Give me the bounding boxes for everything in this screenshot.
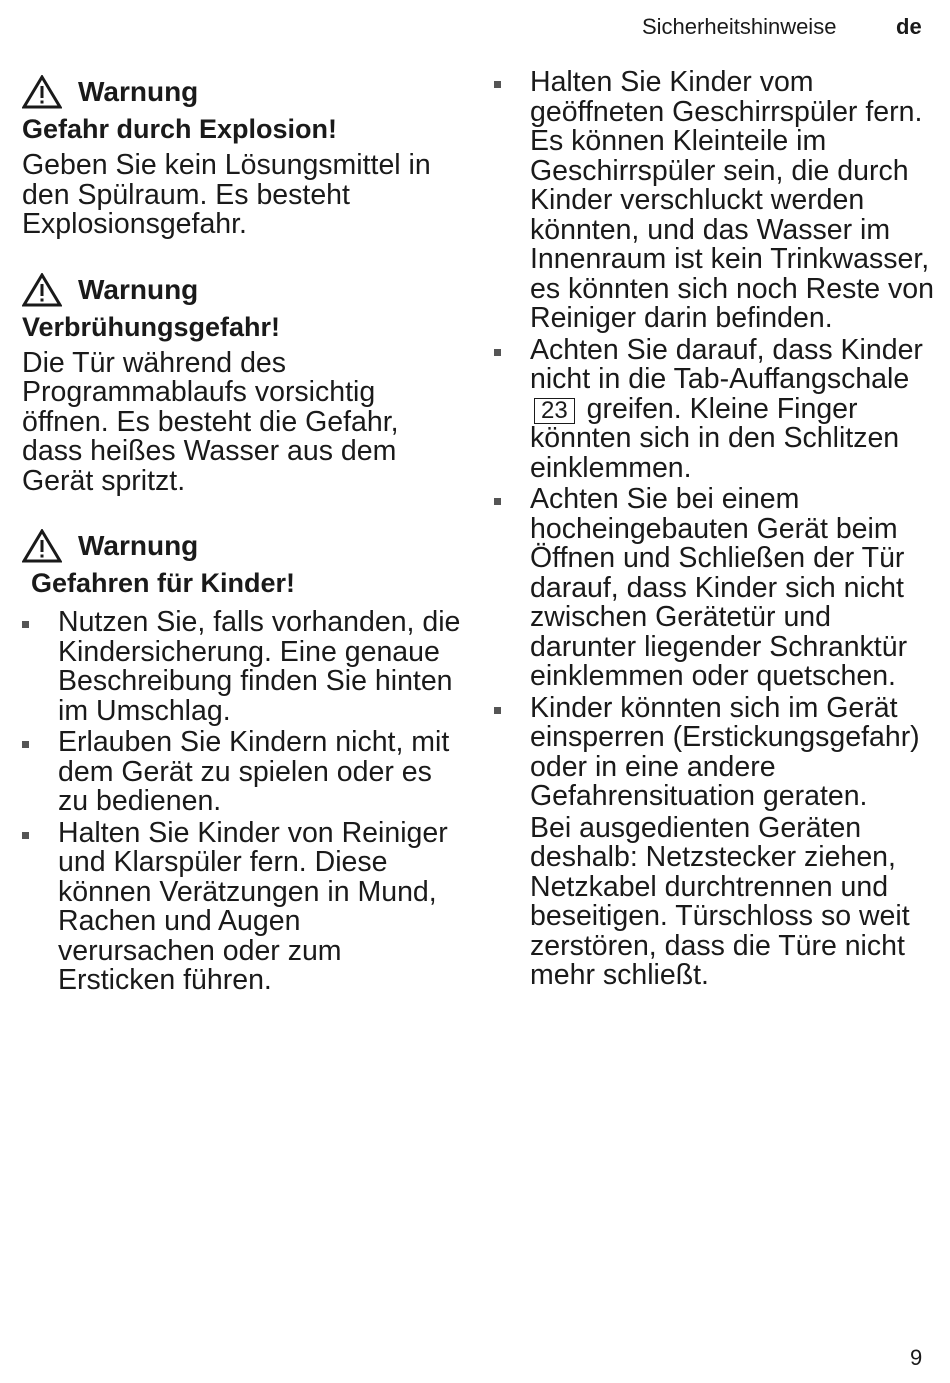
warning-label: Warnung (78, 530, 199, 561)
warning-text: Geben Sie kein Lösungsmittel in den Spülraum. Es besteht Explosionsgefahr. (22, 149, 431, 240)
warning-heading (22, 72, 462, 112)
warning-triangle-icon (22, 273, 62, 307)
bullet-square-icon (22, 621, 29, 628)
page-number: 9 (910, 1345, 923, 1370)
children-safety-list (22, 608, 462, 996)
warning-explosion (22, 72, 462, 240)
list-item: Achten Sie bei einem hocheingebauten Gerät beim Öffnen und Schließen der Tür darauf, dass Kinder sich nicht zwischen Gerätetür und darunter liegender Schranktür einklemmen oder quetschen. (494, 485, 934, 692)
bullet-square-icon (494, 81, 501, 88)
warning-label: Warnung (78, 76, 199, 107)
bullet-square-icon (494, 707, 501, 714)
left-column (22, 72, 462, 1026)
warning-text: Die Tür während des Programmablaufs vorsichtig öffnen. Es besteht die Gefahr, dass heißes Wasser aus dem Gerät spritzt. (22, 346, 399, 497)
warning-title: Gefahr durch Explosion! (22, 114, 338, 144)
part-reference-number: 23 (534, 398, 575, 424)
bullet-square-icon (22, 741, 29, 748)
disposal-note: Bei ausgedienten Geräten deshalb: Netzstecker ziehen, Netzkabel durchtrennen und beseitigen. Türschloss so weit zerstören, dass die Türe nicht mehr schließt. (530, 811, 910, 991)
warning-heading (22, 270, 462, 310)
list-item: Halten Sie Kinder vom geöffneten Geschirrspüler fern. Es können Kleinteile im Geschirrspüler sein, die durch Kinder verschluckt werden könnten, und das Wasser im Innenraum ist kein Trinkwasser, es könnten sich noch Reste von Reiniger darin befinden. (494, 68, 934, 334)
warning-scalding (22, 270, 462, 497)
warning-title: Verbrühungsgefahr! (22, 311, 281, 342)
bullet-square-icon (494, 349, 501, 356)
list-item: Achten Sie darauf, dass Kinder nicht in die Tab-Auffangschale 23 greifen. Kleine Finger könnten sich in den Schlitzen einklemmen. (494, 336, 934, 484)
warning-triangle-icon (22, 529, 62, 563)
warning-title: Gefahren für Kinder! (31, 568, 296, 598)
list-item: Erlauben Sie Kindern nicht, mit dem Gerät zu spielen oder es zu bedienen. (22, 728, 462, 817)
bullet-square-icon (22, 832, 29, 839)
bullet-square-icon (494, 498, 501, 505)
warning-heading (22, 526, 462, 566)
list-item: Nutzen Sie, falls vorhanden, die Kindersicherung. Eine genaue Beschreibung finden Sie hinten im Umschlag. (22, 608, 462, 726)
warning-children (22, 526, 462, 996)
warning-triangle-icon (22, 75, 62, 109)
right-column (494, 68, 934, 991)
list-item: Kinder könnten sich im Gerät einsperren (Erstickungsgefahr) oder in eine andere Gefahrensituation geraten. (494, 694, 934, 812)
list-item: Halten Sie Kinder von Reiniger und Klarspüler fern. Diese können Verätzungen in Mund, Rachen und Augen verursachen oder zum Ersticken führen. (22, 819, 462, 996)
section-title: Sicherheitshinweise (642, 14, 837, 39)
warning-label: Warnung (78, 273, 199, 305)
children-safety-list-continued (494, 68, 934, 812)
language-code: de (896, 14, 922, 39)
